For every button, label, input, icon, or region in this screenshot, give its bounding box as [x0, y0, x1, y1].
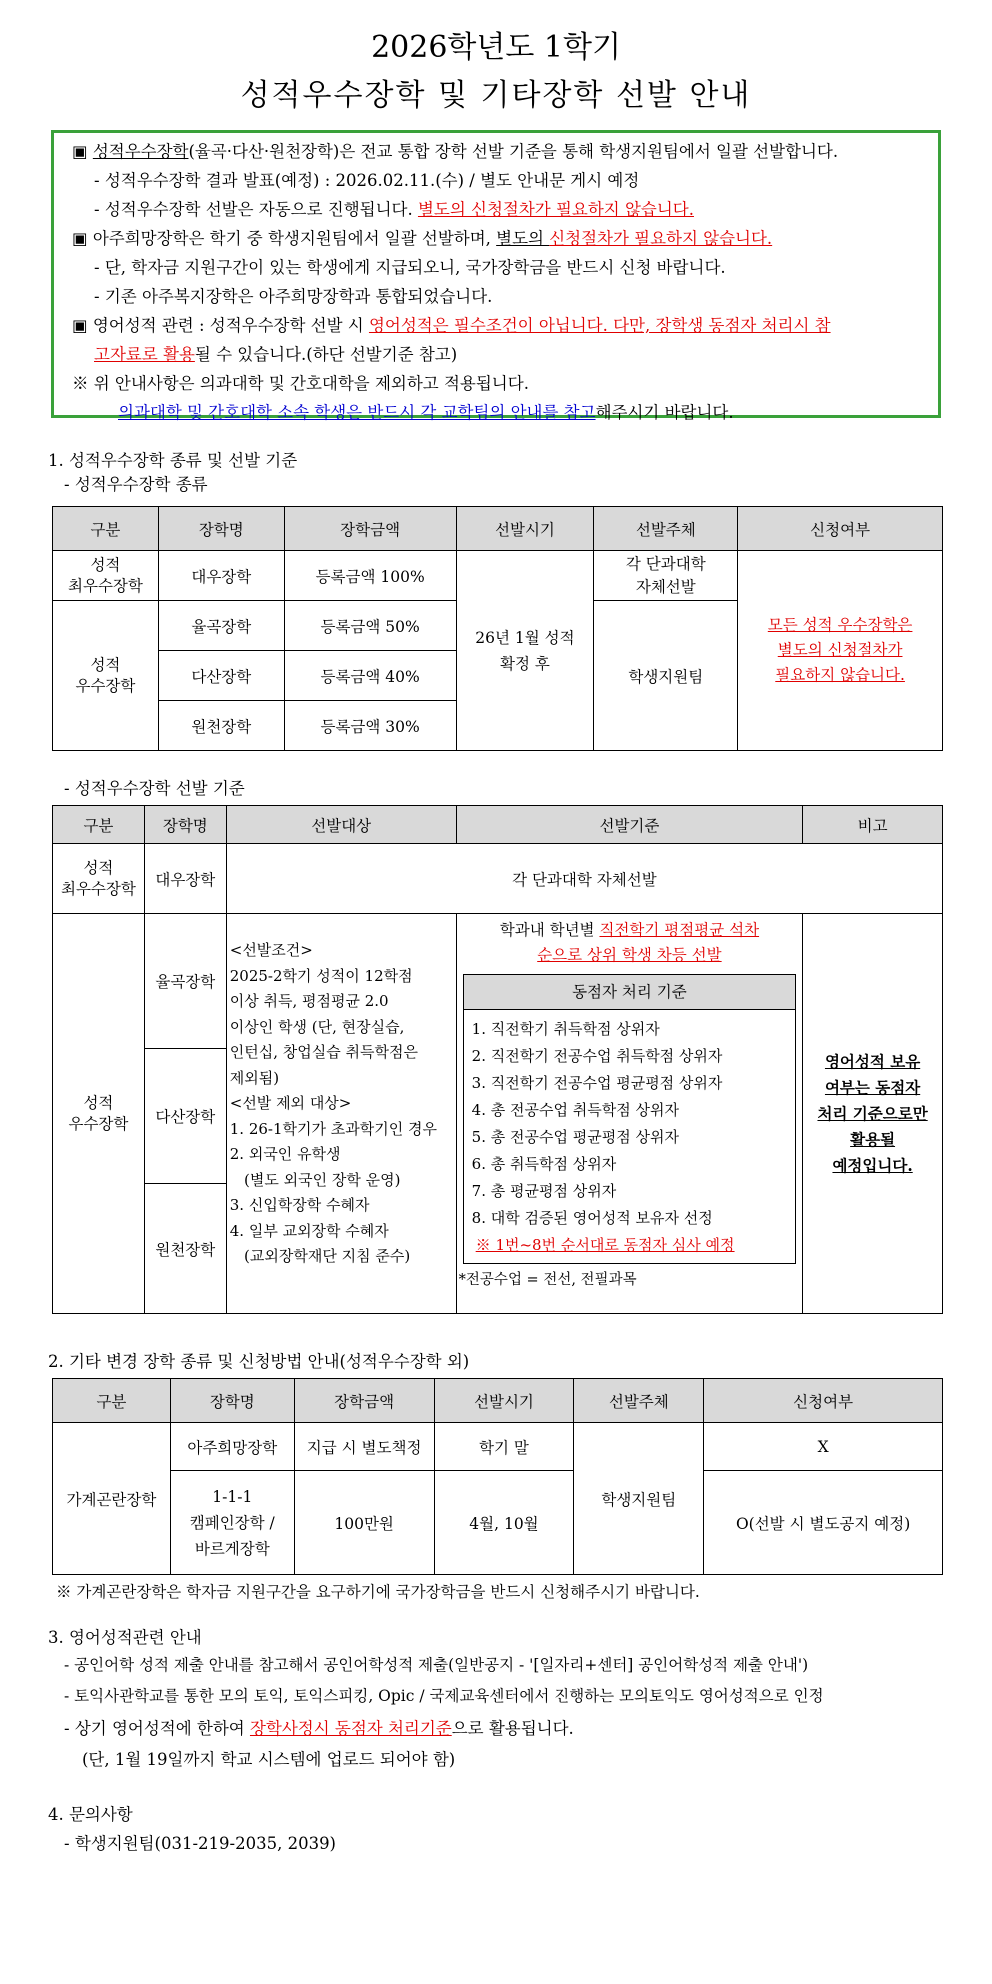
t3-r2-name: 1-1-1 캠페인장학 / 바르게장학 — [170, 1471, 294, 1575]
target-line: 제외됨) — [229, 1068, 280, 1087]
notice-bullet: ▣ — [72, 142, 93, 161]
t1-h-apply: 신청여부 — [738, 507, 943, 551]
page-title: 성적우수장학 및 기타장학 선발 안내 — [240, 78, 752, 113]
notice-l9: ※ 위 안내사항은 의과대학 및 간호대학을 제외하고 적용됩니다. — [72, 374, 529, 393]
notice-l3: - 성적우수장학 선발은 자동으로 진행됩니다. — [94, 200, 418, 219]
t2-h-criteria: 선발기준 — [456, 806, 803, 844]
t2-h-target: 선발대상 — [226, 806, 456, 844]
section3-l4: (단, 1월 19일까지 학교 시스템에 업로드 되어야 함) — [82, 1750, 456, 1769]
tie-item: 5. 총 전공수업 평균평점 상위자 — [471, 1128, 679, 1146]
t1-timing: 26년 1월 성적 확정 후 — [456, 551, 594, 751]
target-line: <선발조건> — [229, 941, 313, 959]
tie-break-title: 동점자 처리 기준 — [464, 975, 796, 1010]
target-line: 인턴십, 창업실습 취득학점은 — [229, 1043, 418, 1061]
tie-break-box — [463, 974, 797, 1264]
t3-r2-timing: 4월, 10월 — [434, 1471, 574, 1575]
t2-name-yulgok: 율곡장학 — [144, 914, 226, 1049]
notice-l10-link: 의과대학 및 간호대학 소속 학생은 반드시 각 교학팀의 안내를 참고 — [118, 403, 596, 422]
t1-apply: 모든 성적 우수장학은 별도의 신청절차가 필요하지 않습니다. — [738, 551, 943, 751]
target-line: <선발 제외 대상> — [229, 1094, 352, 1112]
t3-r1-timing: 학기 말 — [434, 1423, 574, 1471]
t3-h-subject: 선발주체 — [574, 1379, 704, 1423]
t3-r1-apply: X — [704, 1423, 943, 1471]
target-line: 2025-2학기 성적이 12학점 — [229, 966, 413, 985]
notice-l4-red: 신청절차가 필요하지 않습니다. — [549, 229, 773, 248]
section3-l2: - 토익사관학교를 통한 모의 토익, 토익스피킹, Opic / 국제교육센터에서 진행하는 모의토익도 영어성적으로 인정 — [64, 1687, 824, 1705]
notice-l1: (율곡·다산·원천장학)은 전교 통합 장학 선발 기준을 통해 학생지원팀에서 일괄 선발합니다. — [188, 142, 839, 161]
t2-cat1: 성적 최우수장학 — [53, 844, 145, 914]
t1-amount-yulgok: 등록금액 50% — [284, 601, 456, 651]
target-line: 3. 신입학장학 수혜자 — [229, 1196, 370, 1214]
t1-amount-daewoo: 등록금액 100% — [284, 551, 456, 601]
t2-name-woncheon: 원천장학 — [144, 1184, 226, 1314]
tie-item: 2. 직전학기 전공수업 취득학점 상위자 — [471, 1047, 723, 1065]
t2-name-dasan: 다산장학 — [144, 1049, 226, 1184]
t3-r2-amount: 100만원 — [294, 1471, 434, 1575]
notice-l8: 될 수 있습니다.(하단 선발기준 참고) — [194, 345, 458, 364]
notice-box — [51, 130, 941, 422]
section1-sub1: - 성적우수장학 종류 — [64, 475, 208, 494]
crit-red2: 순으로 상위 학생 차등 선발 — [537, 946, 722, 964]
t1-h-timing: 선발시기 — [456, 507, 594, 551]
t1-h-cat: 구분 — [53, 507, 159, 551]
notice-l6: - 기존 아주복지장학은 아주희망장학과 통합되었습니다. — [94, 287, 493, 306]
target-line: 이상인 학생 (단, 현장실습, — [229, 1017, 405, 1036]
t3-r2-apply: O(선발 시 별도공지 예정) — [704, 1471, 943, 1575]
notice-l3-red: 별도의 신청절차가 필요하지 않습니다. — [417, 200, 694, 219]
t2-h-remark: 비고 — [803, 806, 943, 844]
t1-amount-dasan: 등록금액 40% — [284, 651, 456, 701]
t2-h-name: 장학명 — [144, 806, 226, 844]
tie-item: 3. 직전학기 전공수업 평균평점 상위자 — [471, 1074, 723, 1092]
t2-criteria — [456, 914, 803, 1314]
notice-l5: - 단, 학자금 지원구간이 있는 학생에게 지급되오니, 국가장학금을 반드시 신청 바랍니다. — [94, 258, 726, 277]
notice-l4: ▣ 아주희망장학은 학기 중 학생지원팀에서 일괄 선발하며, — [72, 229, 497, 248]
t3-h-cat: 구분 — [53, 1379, 171, 1423]
t2-target — [226, 914, 456, 1314]
section3-heading: 3. 영어성적관련 안내 — [48, 1628, 202, 1647]
contact-info: - 학생지원팀(031-219-2035, 2039) — [64, 1834, 336, 1853]
section3-l3-red: 장학사정시 동점자 처리기준 — [249, 1719, 452, 1738]
t3-h-name: 장학명 — [170, 1379, 294, 1423]
t2-row1-criteria: 각 단과대학 자체선발 — [226, 844, 942, 914]
section3-l3-rest: 으로 활용됩니다. — [451, 1719, 574, 1738]
t3-h-timing: 선발시기 — [434, 1379, 574, 1423]
t1-cat2: 성적 우수장학 — [53, 601, 159, 751]
section3-l1: - 공인어학 성적 제출 안내를 참고해서 공인어학성적 제출(일반공지 - '[일자리+센터] 공인어학성적 제출 안내') — [64, 1656, 809, 1674]
t3-r1-name: 아주희망장학 — [170, 1423, 294, 1471]
t1-cat1: 성적 최우수장학 — [53, 551, 159, 601]
target-line: (교외장학재단 지침 준수) — [229, 1247, 411, 1265]
t2-name-daewoo: 대우장학 — [144, 844, 226, 914]
crit-red1: 직전학기 평점평균 석차 — [599, 921, 760, 939]
major-footnote: *전공수업 = 전선, 전필과목 — [458, 1272, 637, 1288]
section1-sub2: - 성적우수장학 선발 기준 — [64, 779, 245, 798]
t2-h-cat: 구분 — [53, 806, 145, 844]
section2-heading: 2. 기타 변경 장학 종류 및 신청방법 안내(성적우수장학 외) — [48, 1352, 470, 1371]
target-line: (별도 외국인 장학 운영) — [229, 1170, 401, 1189]
t1-h-name: 장학명 — [158, 507, 284, 551]
tie-item: 4. 총 전공수업 취득학점 상위자 — [471, 1101, 679, 1119]
section3-l3: - 상기 영어성적에 한하여 — [64, 1719, 250, 1738]
tie-item: 8. 대학 검증된 영어성적 보유자 선정 — [471, 1209, 713, 1227]
t3-cat: 가계곤란장학 — [53, 1423, 171, 1575]
t1-name-dasan: 다산장학 — [158, 651, 284, 701]
t2-cat2: 성적 우수장학 — [53, 914, 145, 1314]
crit-pre: 학과내 학년별 — [499, 921, 600, 939]
notice-l2: - 성적우수장학 결과 발표(예정) : 2026.02.11.(수) / 별도 안내문 게시 예정 — [94, 171, 640, 190]
t3-h-apply: 신청여부 — [704, 1379, 943, 1423]
t1-amount-woncheon: 등록금액 30% — [284, 701, 456, 751]
t1-name-woncheon: 원천장학 — [158, 701, 284, 751]
notice-l4-ul: 별도의 — [496, 229, 550, 248]
t1-subject1: 각 단과대학 자체선발 — [594, 551, 738, 601]
target-line: 이상 취득, 평점평균 2.0 — [229, 992, 389, 1010]
other-scholarships-table — [52, 1378, 943, 1575]
section4-heading: 4. 문의사항 — [48, 1805, 133, 1824]
section1-heading: 1. 성적우수장학 종류 및 선발 기준 — [48, 451, 298, 470]
target-line: 1. 26-1학기가 초과학기인 경우 — [229, 1119, 437, 1138]
t1-subject2: 학생지원팀 — [594, 601, 738, 751]
section2-note: ※ 가계곤란장학은 학자금 지원구간을 요구하기에 국가장학금을 반드시 신청해주시기 바랍니다. — [56, 1583, 700, 1601]
t2-remark: 영어성적 보유 여부는 동점자 처리 기준으로만 활용될 예정입니다. — [803, 914, 943, 1314]
target-line: 4. 일부 교외장학 수혜자 — [229, 1221, 389, 1240]
t3-h-amount: 장학금액 — [294, 1379, 434, 1423]
target-line: 2. 외국인 유학생 — [229, 1145, 341, 1163]
tie-note: ※ 1번~8번 순서대로 동점자 심사 예정 — [475, 1236, 735, 1254]
selection-criteria-table — [52, 805, 943, 1314]
tie-item: 7. 총 평균평점 상위자 — [471, 1182, 617, 1200]
notice-l1-ul: 성적우수장학 — [92, 142, 189, 161]
notice-l10: 해주시기 바랍니다. — [595, 403, 734, 422]
t1-name-yulgok: 율곡장학 — [158, 601, 284, 651]
t3-r1-amount: 지급 시 별도책정 — [294, 1423, 434, 1471]
notice-l8-red: 고자료로 활용 — [94, 345, 195, 364]
t1-name-daewoo: 대우장학 — [158, 551, 284, 601]
t1-h-amount: 장학금액 — [284, 507, 456, 551]
tie-item: 1. 직전학기 취득학점 상위자 — [471, 1020, 660, 1038]
title-semester: 2026학년도 1학기 — [371, 30, 621, 65]
notice-l7: ▣ 영어성적 관련 : 성적우수장학 선발 시 — [72, 316, 369, 335]
scholarship-types-table — [52, 506, 943, 751]
t3-subject: 학생지원팀 — [574, 1423, 704, 1575]
notice-l7-red: 영어성적은 필수조건이 아닙니다. 다만, 장학생 동점자 처리시 참 — [368, 316, 831, 335]
tie-item: 6. 총 취득학점 상위자 — [471, 1155, 617, 1173]
t1-h-subject: 선발주체 — [594, 507, 738, 551]
